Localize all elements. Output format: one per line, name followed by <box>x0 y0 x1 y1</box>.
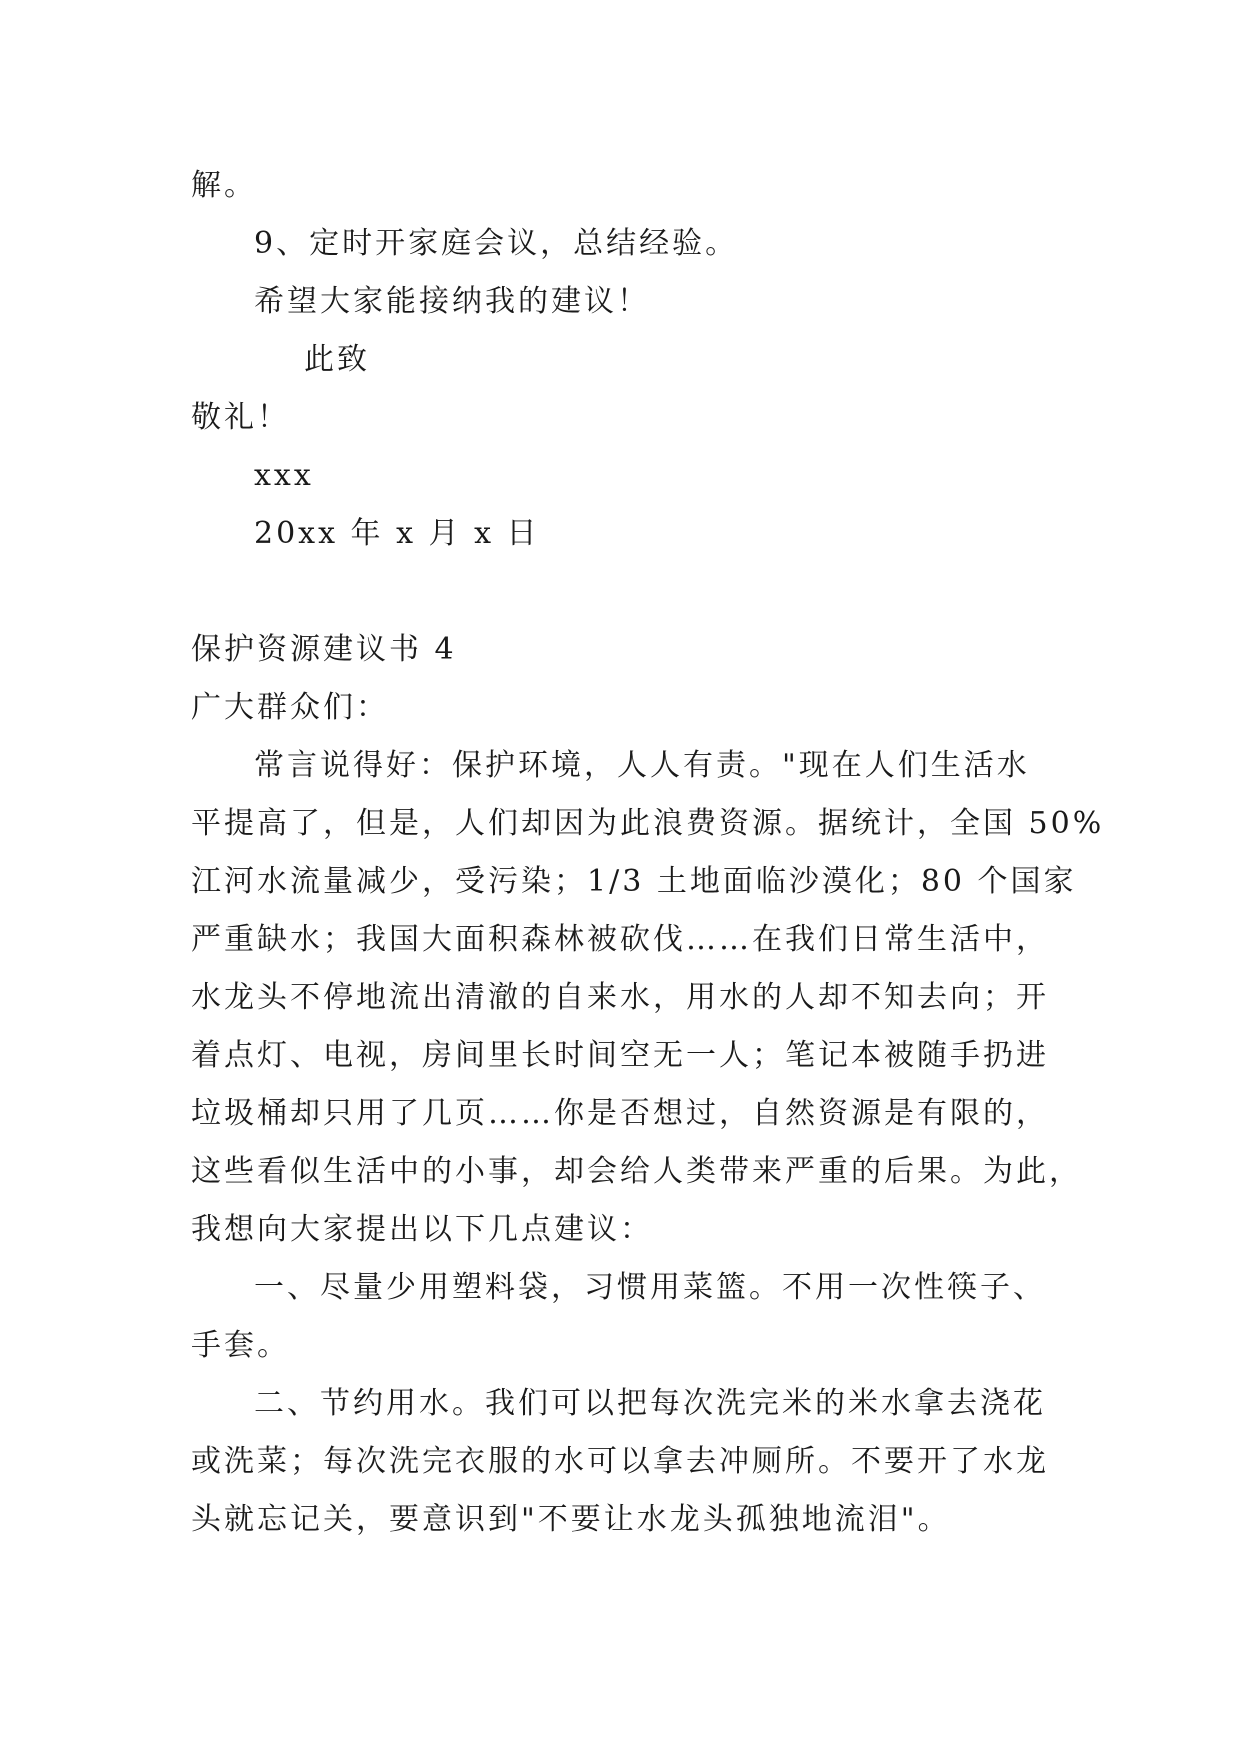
paragraph-line: 平提高了，但是，人们却因为此浪费资源。据统计，全国 50% <box>191 806 1105 841</box>
paragraph-line: 我想向大家提出以下几点建议： <box>191 1212 653 1247</box>
salutation: 广大群众们： <box>191 690 389 725</box>
text-line: 解。 <box>191 168 257 203</box>
paragraph-line: 江河水流量减少，受污染；1/3 土地面临沙漠化；80 个国家 <box>191 864 1077 899</box>
suggestion-2: 二、节约用水。我们可以把每次洗完米的米水拿去浇花 <box>254 1386 1046 1421</box>
signature-date: 20xx 年 x 月 x 日 <box>254 516 540 551</box>
suggestion-1: 一、尽量少用塑料袋，习惯用菜篮。不用一次性筷子、 <box>254 1270 1046 1305</box>
suggestion-2-cont: 头就忘记关，要意识到"不要让水龙头孤独地流泪"。 <box>191 1502 951 1537</box>
suggestion-1-cont: 手套。 <box>191 1328 290 1363</box>
paragraph-line: 严重缺水；我国大面积森林被砍伐……在我们日常生活中， <box>191 922 1049 957</box>
text-line: 希望大家能接纳我的建议！ <box>254 284 650 319</box>
suggestion-2-cont: 或洗菜；每次洗完衣服的水可以拿去冲厕所。不要开了水龙 <box>191 1444 1049 1479</box>
closing-phrase: 此致 <box>304 342 370 377</box>
paragraph-line: 着点灯、电视，房间里长时间空无一人；笔记本被随手扔进 <box>191 1038 1049 1073</box>
section-title: 保护资源建议书 4 <box>191 632 457 667</box>
paragraph-line: 常言说得好：保护环境，人人有责。"现在人们生活水 <box>254 748 1030 783</box>
list-item-9: 9、定时开家庭会议，总结经验。 <box>254 226 739 261</box>
paragraph-line: 水龙头不停地流出清澈的自来水，用水的人却不知去向；开 <box>191 980 1049 1015</box>
paragraph-line: 这些看似生活中的小事，却会给人类带来严重的后果。为此， <box>191 1154 1082 1189</box>
closing-salute: 敬礼！ <box>191 400 290 435</box>
paragraph-line: 垃圾桶却只用了几页……你是否想过，自然资源是有限的， <box>191 1096 1049 1131</box>
signature-name: xxx <box>254 458 314 493</box>
